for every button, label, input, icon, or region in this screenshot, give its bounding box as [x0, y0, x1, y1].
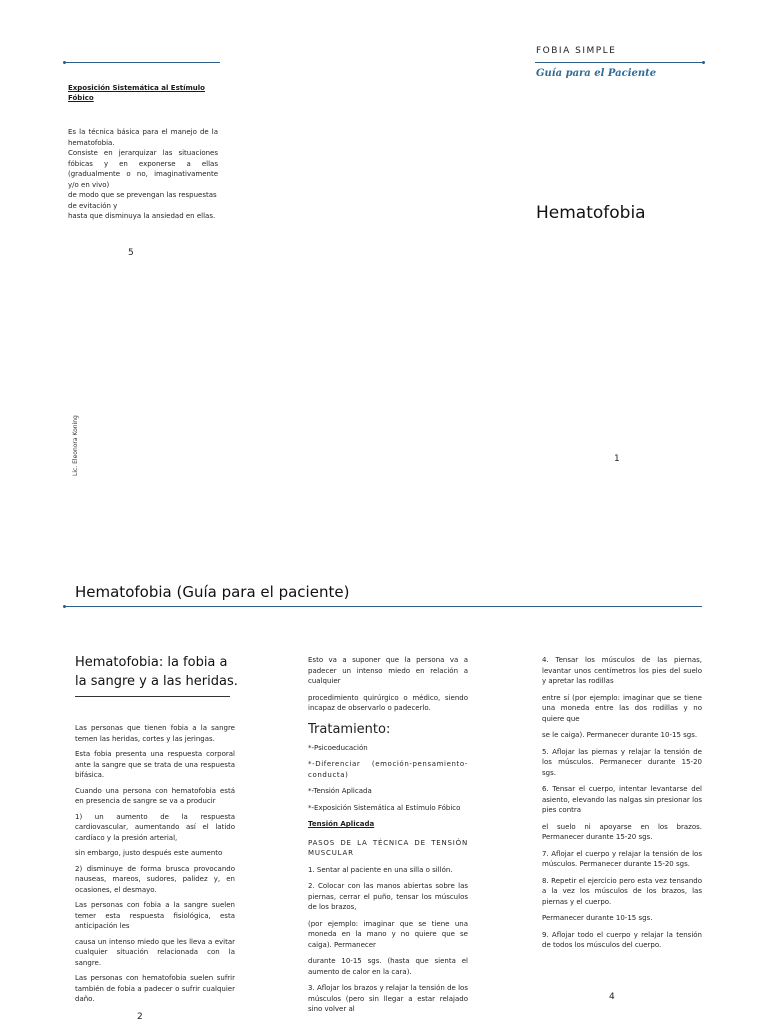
step-item: 5. Aflojar las piernas y relajar la tensión de los músculos. Permanecer durante 15-20 sgs. — [542, 747, 702, 777]
col1-heading: Hematofobia: la fobia a la sangre y a las heridas. — [75, 655, 238, 689]
treatment-heading: Tratamiento: — [308, 721, 391, 737]
steps-heading: PASOS DE LA TÉCNICA DE TENSIÓN MUSCULAR — [308, 838, 468, 857]
col1-body — [75, 723, 235, 1010]
page-number-1: 1 — [614, 454, 620, 464]
main-title-rule — [64, 606, 702, 607]
col2-intro: Esto va a suponer que la persona va a padecer un intenso miedo en relación a cualquier — [308, 656, 468, 685]
body-line: de modo que se prevengan las respuestas de evitación y — [68, 191, 217, 210]
col3-body — [542, 655, 702, 957]
tension-heading: Tensión Aplicada — [308, 820, 375, 828]
col1-paragraph: 2) disminuye de forma brusca provocando nauseas, mareos, sudores, palidez y, en ocasiones, el desmayo. — [75, 864, 235, 894]
cover-title: Hematofobia — [536, 203, 646, 223]
step-item: se le caiga). Permanecer durante 10-15 sgs. — [542, 731, 698, 739]
col1-paragraph: Cuando una persona con hematofobia está en presencia de sangre se va a producir — [75, 786, 235, 805]
treatment-list — [308, 743, 468, 814]
guide-subtitle: Guía para el Paciente — [536, 68, 657, 79]
step-item: 4. Tensar los músculos de las piernas, levantar unos centímetros los pies del suelo y apretar las rodillas — [542, 656, 702, 685]
main-title: Hematofobia (Guía para el paciente) — [75, 583, 350, 601]
step-item: 2. Colocar con las manos abiertas sobre las piernas, cerrar el puño, tensar los músculos de los brazos, — [308, 882, 468, 911]
rule-dot — [702, 61, 705, 64]
top-left-rule — [64, 62, 220, 63]
col2-intro: procedimiento quirúrgico o médico, siendo incapaz de observarlo o padecerlo. — [308, 693, 468, 712]
step-item: 3. Aflojar los brazos y relajar la tensión de los músculos (pero sin llegar a estar relajado sino volver al — [308, 984, 468, 1013]
col1-heading-rule — [75, 696, 230, 697]
step-item: 7. Aflojar el cuerpo y relajar la tensión de los músculos. Permanecer durante 15-20 sgs. — [542, 849, 702, 868]
series-label: FOBIA SIMPLE — [536, 46, 617, 56]
col1-paragraph: sin embargo, justo después este aumento — [75, 849, 223, 857]
step-item: 1. Sentar al paciente en una silla o sillón. — [308, 865, 453, 874]
step-item: 8. Repetir el ejercicio pero esta vez tensando a la vez los músculos de los brazos, las piernas y el cuerpo. — [542, 876, 702, 906]
author-vertical: Lic. Eleonora Koning — [72, 415, 79, 476]
col1-paragraph: Esta fobia presenta una respuesta corporal ante la sangre que se trata de una respuesta bifásica. — [75, 750, 235, 779]
page-number-4: 4 — [609, 992, 615, 1002]
top-right-rule — [535, 62, 703, 63]
treatment-item: *-Exposición Sistemática al Estímulo Fóbico — [308, 803, 461, 812]
body-line: Consiste en jerarquizar las situaciones fóbicas y en exponerse a ellas (gradualmente o no, imaginativamente y/o en vivo) — [68, 149, 218, 189]
step-item: 6. Tensar el cuerpo, intentar levantarse del asiento, elevando las nalgas sin presionar los pies contra — [542, 785, 702, 814]
col1-paragraph: 1) un aumento de la respuesta cardiovascular, aumentando así el latido cardíaco y la presión arterial, — [75, 812, 235, 842]
treatment-item: *-Tensión Aplicada — [308, 787, 372, 795]
col2-body — [308, 655, 468, 1021]
rule-dot — [63, 61, 66, 64]
col1-paragraph: Las personas con fobia a la sangre suelen temer esta respuesta fisiológica, esta anticipación les — [75, 901, 235, 930]
step-item: Permanecer durante 10-15 sgs. — [542, 914, 653, 922]
step-item: (por ejemplo: imaginar que se tiene una moneda en la mano y no quiere que se caiga). Permanecer — [308, 919, 468, 949]
body-line: hasta que disminuya la ansiedad en ellas. — [68, 212, 216, 220]
exposure-body — [68, 127, 218, 222]
rule-dot — [63, 605, 66, 608]
step-item: 9. Aflojar todo el cuerpo y relajar la tensión de todos los músculos del cuerpo. — [542, 930, 702, 949]
col1-paragraph: Las personas que tienen fobia a la sangre temen las heridas, cortes y las jeringas. — [75, 724, 235, 743]
col1-paragraph: causa un intenso miedo que les lleva a evitar cualquier situación relacionada con la sangre. — [75, 937, 235, 967]
step-item: el suelo ni apoyarse en los brazos. Permanecer durante 15-20 sgs. — [542, 822, 702, 841]
step-item: entre sí (por ejemplo: imaginar que se tiene una moneda entre las dos rodillas y no quiere que — [542, 693, 702, 723]
exposure-heading: Exposición Sistemática al Estímulo Fóbico — [68, 84, 205, 102]
treatment-item: *-Psicoeducación — [308, 743, 368, 752]
treatment-item: *-Diferenciar (emoción-pensamiento-conducta) — [308, 760, 468, 779]
body-line: Es la técnica básica para el manejo de la hematofobia. — [68, 128, 218, 147]
page-number-5: 5 — [128, 248, 134, 258]
col1-paragraph: Las personas con hematofobia suelen sufrir también de fobia a padecer o sufrir cualquier daño. — [75, 974, 235, 1003]
page-number-2: 2 — [137, 1012, 143, 1022]
step-item: durante 10-15 sgs. (hasta que sienta el aumento de calor en la cara). — [308, 957, 468, 976]
